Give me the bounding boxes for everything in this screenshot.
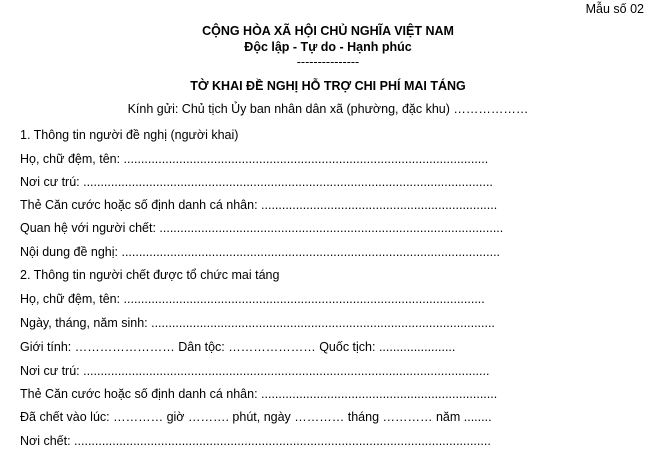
form-title: TỜ KHAI ĐỀ NGHỊ HỖ TRỢ CHI PHÍ MAI TÁNG — [190, 79, 466, 93]
request-content-field: Nội dung đề nghị: ............................................................................................................. — [20, 245, 501, 259]
relationship-field: Quan hệ với người chết: ................................................................................................... — [20, 221, 504, 235]
deceased-birthdate-field: Ngày, tháng, năm sinh: ................................................................................................... — [20, 316, 495, 330]
motto: Độc lập - Tự do - Hạnh phúc — [244, 40, 412, 54]
time-of-death-field: Đã chết vào lúc: ………… giờ ………. phút, ngày ………… tháng ………… năm ........ — [20, 410, 492, 424]
section-2-heading: 2. Thông tin người chết được tổ chức mai táng — [20, 268, 280, 282]
applicant-id-field: Thẻ Căn cước hoặc số định danh cá nhân: .................................................................... — [20, 198, 498, 212]
section-1-heading: 1. Thông tin người đề nghị (người khai) — [20, 128, 239, 142]
place-of-death-field: Nơi chết: ........................................................................................................................ — [20, 434, 491, 448]
form-code: Mẫu số 02 — [585, 2, 644, 16]
applicant-residence-field: Nơi cư trú: ...................................................................................................................... — [20, 175, 493, 189]
deceased-residence-field: Nơi cư trú: ..................................................................................................................... — [20, 364, 490, 378]
applicant-name-field: Họ, chữ đệm, tên: ......................................................................................................... — [20, 152, 489, 166]
country-name: CỘNG HÒA XÃ HỘI CHỦ NGHĨA VIỆT NAM — [202, 24, 454, 38]
header-divider: --------------- — [296, 55, 360, 69]
deceased-gender-ethnicity-nationality-field: Giới tính: …………………… Dân tộc: ………………… Quốc tịch: ...................... — [20, 340, 456, 354]
recipient-line: Kính gửi: Chủ tịch Ủy ban nhân dân xã (phường, đặc khu) ……………… — [127, 102, 529, 116]
deceased-name-field: Họ, chữ đệm, tên: ........................................................................................................ — [20, 292, 485, 306]
deceased-id-field: Thẻ Căn cước hoặc số định danh cá nhân: .................................................................... — [20, 387, 498, 401]
